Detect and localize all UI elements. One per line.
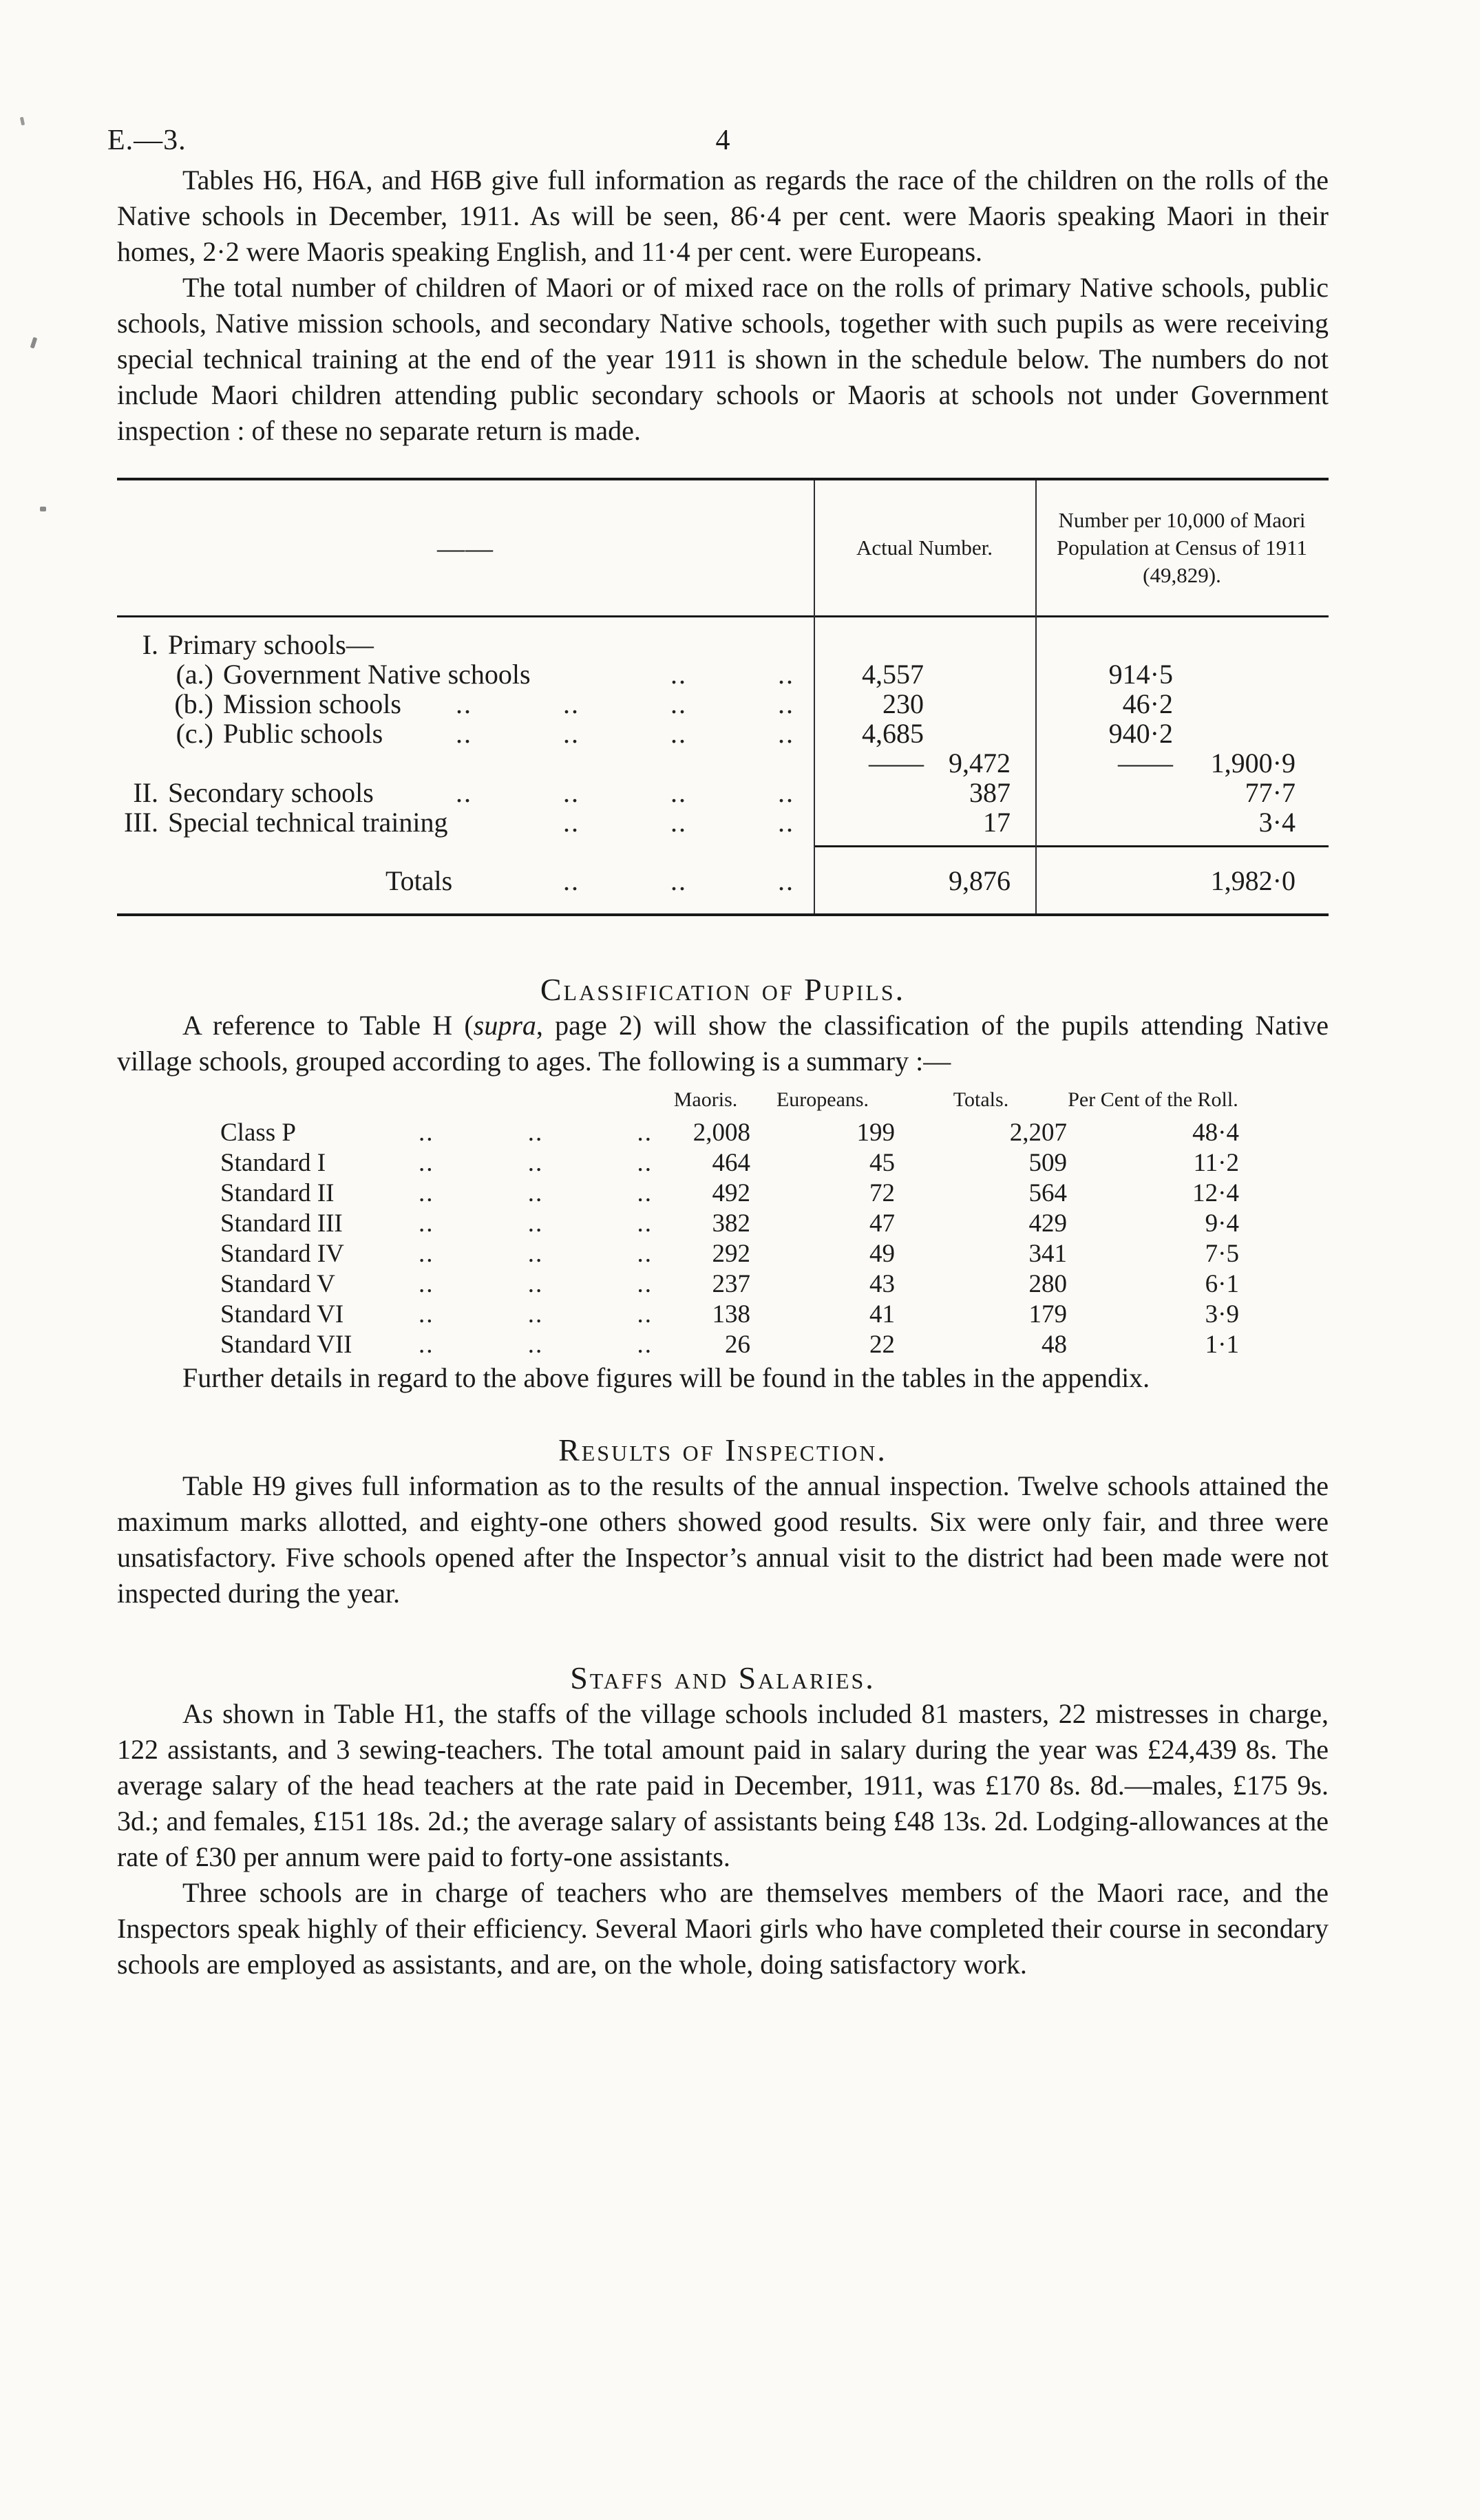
- europeans-value: 43: [869, 1270, 895, 1298]
- class-label: Standard III: [220, 1209, 343, 1238]
- classification-intro-post: , page 2) will show the classification of the pupils attending Native village schools, grouped according to ages. The following is a summary :—: [117, 1010, 1329, 1077]
- row-label: Government Native schools: [223, 659, 531, 690]
- totals-value: 509: [1028, 1149, 1067, 1177]
- maoris-value: 2,008: [693, 1119, 750, 1147]
- per-cent-header: Per Cent of the Roll.: [1068, 1088, 1238, 1111]
- schedule-row-stub: [117, 806, 814, 838]
- actual-number-item: 4,557: [862, 659, 924, 690]
- totals-label: Totals: [385, 865, 453, 896]
- row-numeral: (a.): [176, 659, 213, 690]
- maoris-value: 382: [712, 1209, 750, 1238]
- staffs-paragraph-2: Three schools are in charge of teachers who are themselves members of the Maori race, and the Inspectors speak highly of their efficiency. Several Maori girls who have completed their course in secondary schools are employed as assistants, and are, on the whole, doing satisfactory work.: [117, 1877, 1329, 1980]
- totals-per-10000-number: 1,982·0: [1210, 865, 1296, 896]
- classification-table-row: [220, 1300, 1329, 1330]
- europeans-value: 49: [869, 1240, 895, 1268]
- per-10000-total: 77·7: [1245, 777, 1296, 808]
- actual-number-cell: [814, 717, 1035, 750]
- class-label: Standard VI: [220, 1300, 344, 1328]
- europeans-value: 41: [869, 1300, 895, 1328]
- per-10000-cell: [1035, 747, 1329, 779]
- totals-value: 564: [1028, 1179, 1067, 1207]
- running-head: [107, 124, 1329, 162]
- classification-table-row: [220, 1239, 1329, 1269]
- per-10000-cell: [1035, 717, 1329, 750]
- maoris-value: 492: [712, 1179, 750, 1207]
- class-label: Class P: [220, 1119, 297, 1147]
- leader-dots: .. .. ..: [563, 807, 794, 838]
- section-heading-classification: Classification of Pupils.: [540, 972, 906, 1007]
- per-10000-total: 3·4: [1258, 807, 1296, 838]
- actual-number-total: 17: [983, 807, 1011, 838]
- totals-header: Totals.: [953, 1088, 1009, 1111]
- leader-dots: .. .. ..: [419, 1179, 653, 1207]
- row-numeral: (b.): [174, 688, 213, 719]
- section-heading-inspection: Results of Inspection.: [558, 1432, 887, 1468]
- actual-number-header: Actual Number.: [856, 536, 993, 560]
- totals-actual-number: 9,876: [949, 865, 1011, 896]
- leader-dots: .. .. ..: [419, 1300, 653, 1328]
- row-numeral: III.: [124, 807, 158, 838]
- actual-number-cell: [814, 806, 1035, 838]
- maoris-header: Maoris.: [673, 1088, 738, 1111]
- actual-number-total: 9,472: [949, 748, 1011, 779]
- classification-table-header: [220, 1088, 1329, 1112]
- schedule-table-row: [117, 806, 1329, 836]
- europeans-value: 45: [869, 1149, 895, 1177]
- per-10000-cell: [1035, 806, 1329, 838]
- class-label: Standard I: [220, 1149, 326, 1177]
- maoris-value: 26: [725, 1331, 750, 1359]
- schedule-row-stub: [117, 776, 814, 809]
- actual-number-item: 230: [882, 688, 924, 719]
- per-10000-item: 914·5: [1108, 659, 1173, 690]
- per-cent-value: 11·2: [1193, 1149, 1239, 1177]
- actual-number-cell: [814, 688, 1035, 720]
- classification-note: Further details in regard to the above figures will be found in the tables in the appendix.: [182, 1362, 1150, 1393]
- per-10000-item: 46·2: [1122, 688, 1173, 719]
- classification-table-row: [220, 1148, 1329, 1178]
- totals-actual-cell: [814, 865, 1035, 897]
- leader-dots: .. .. ..: [419, 1240, 653, 1268]
- page-number: 4: [715, 125, 730, 156]
- europeans-header: Europeans.: [776, 1088, 869, 1111]
- europeans-value: 199: [856, 1119, 895, 1147]
- schedule-table-row: [117, 717, 1329, 747]
- leader-dots: .. .. ..: [563, 865, 794, 896]
- schedule-table-row: [117, 688, 1329, 717]
- per-10000-item: ——: [1118, 748, 1173, 779]
- classification-table: [220, 1088, 1329, 1360]
- totals-value: 179: [1028, 1300, 1067, 1328]
- totals-value: 48: [1042, 1331, 1067, 1359]
- classification-table-row: [220, 1118, 1329, 1148]
- row-label: Secondary schools: [168, 777, 374, 808]
- row-numeral: (c.): [176, 718, 213, 749]
- classification-table-row: [220, 1330, 1329, 1360]
- row-label: Public schools: [223, 718, 383, 749]
- totals-value: 280: [1028, 1270, 1067, 1298]
- maoris-value: 464: [712, 1149, 750, 1177]
- schedule-table-body: [117, 617, 1329, 845]
- schedule-row-stub: [117, 717, 814, 750]
- schedule-table-header: [117, 480, 1329, 617]
- per-10000-header: Number per 10,000 of Maori Population at Census of 1911 (49,829).: [1057, 508, 1307, 587]
- totals-value: 2,207: [1009, 1119, 1067, 1147]
- schedule-table-row: [117, 747, 1329, 779]
- leader-dots: .. ..: [670, 659, 794, 690]
- maoris-value: 292: [712, 1240, 750, 1268]
- class-label: Standard IV: [220, 1240, 344, 1268]
- totals-value: 429: [1028, 1209, 1067, 1238]
- row-label: Special technical training: [168, 807, 448, 838]
- classification-intro: [117, 1008, 1329, 1079]
- classification-intro-italic: supra: [473, 1010, 536, 1041]
- actual-number-total: 387: [969, 777, 1011, 808]
- europeans-value: 47: [869, 1209, 895, 1238]
- row-numeral: I.: [142, 629, 158, 660]
- schedule-table-row: [117, 658, 1329, 688]
- stub-header: ——: [437, 532, 494, 564]
- table-rule-vertical: [1035, 480, 1037, 913]
- per-10000-item: 940·2: [1108, 718, 1173, 749]
- maoris-value: 237: [712, 1270, 750, 1298]
- leader-dots: .. .. ..: [419, 1270, 653, 1298]
- leader-dots: .. .. .. ..: [456, 718, 794, 749]
- actual-number-item: ——: [869, 748, 924, 779]
- section-heading-staffs: Staffs and Salaries.: [570, 1660, 876, 1695]
- totals-per-10000-cell: [1035, 865, 1329, 897]
- intro-paragraph-1: Tables H6, H6A, and H6B give full information as regards the race of the children on the rolls of the Native schools in December, 1911. As will be seen, 86·4 per cent. were Maoris speaking Maori in their homes, 2·2 were Maoris speaking English, and 11·4 per cent. were Europeans.: [117, 165, 1329, 267]
- document-reference: E.—3.: [107, 125, 187, 156]
- classification-table-row: [220, 1269, 1329, 1300]
- staffs-paragraph-1: As shown in Table H1, the staffs of the village schools included 81 masters, 22 mistresses in charge, 122 assistants, and 3 sewing-teachers. The total amount paid in salary during the year was £24,439 8s. The average salary of the head teachers at the rate paid in December, 1911, was £170 8s. 8d.—males, £175 9s. 3d.; and females, £151 18s. 2d.; the average salary of assistants being £48 13s. 2d. Lodging-allowances at the rate of £30 per annum were paid to forty-one assistants.: [117, 1698, 1329, 1872]
- schedule-row-stub: [117, 628, 814, 661]
- leader-dots: .. .. ..: [419, 1209, 653, 1238]
- leader-dots: .. .. .. ..: [456, 688, 794, 719]
- schedule-row-stub: [117, 658, 814, 690]
- leader-dots: .. .. ..: [419, 1149, 653, 1177]
- classification-table-row: [220, 1178, 1329, 1209]
- class-label: Standard V: [220, 1270, 335, 1298]
- maoris-value: 138: [712, 1300, 750, 1328]
- leader-dots: .. .. ..: [419, 1331, 653, 1359]
- class-label: Standard II: [220, 1179, 335, 1207]
- row-numeral: II.: [133, 777, 158, 808]
- totals-value: 341: [1028, 1240, 1067, 1268]
- row-label: Mission schools: [223, 688, 401, 719]
- per-cent-value: 1·1: [1205, 1331, 1239, 1359]
- schedule-table-row: [117, 628, 1329, 658]
- per-cent-value: 3·9: [1205, 1300, 1239, 1328]
- europeans-value: 22: [869, 1331, 895, 1359]
- schedule-table-row: [117, 776, 1329, 806]
- per-cent-value: 48·4: [1192, 1119, 1239, 1147]
- schedule-row-stub: [117, 688, 814, 720]
- per-cent-value: 12·4: [1192, 1179, 1239, 1207]
- leader-dots: .. .. ..: [419, 1119, 653, 1147]
- inspection-paragraph: Table H9 gives full information as to the results of the annual inspection. Twelve schools attained the maximum marks allotted, and eighty-one others showed good results. Six were only fair, and three were unsatisfactory. Five schools opened after the Inspector’s annual visit to the district had been made were not inspected during the year.: [117, 1470, 1329, 1609]
- classification-table-body: [220, 1118, 1329, 1360]
- europeans-value: 72: [869, 1179, 895, 1207]
- class-label: Standard VII: [220, 1331, 352, 1359]
- actual-number-item: 4,685: [862, 718, 924, 749]
- classification-table-row: [220, 1209, 1329, 1239]
- per-10000-cell: [1035, 776, 1329, 809]
- per-10000-cell: [1035, 658, 1329, 690]
- actual-number-cell: [814, 776, 1035, 809]
- leader-dots: .. .. .. ..: [456, 777, 794, 808]
- schedule-table: [117, 478, 1329, 916]
- per-cent-value: 9·4: [1205, 1209, 1239, 1238]
- actual-number-cell: [814, 747, 1035, 779]
- classification-intro-pre: A reference to Table H (: [182, 1010, 474, 1041]
- actual-number-cell: [814, 658, 1035, 690]
- intro-paragraph-2: The total number of children of Maori or of mixed race on the rolls of primary Native schools, public schools, Native mission schools, and secondary Native schools, together with such pupils as were receiving special technical training at the end of the year 1911 is shown in the schedule below. The numbers do not include Maori children attending public secondary schools or Maoris at schools not under Government inspection : of these no separate return is made.: [117, 272, 1329, 446]
- per-10000-cell: [1035, 688, 1329, 720]
- per-cent-value: 7·5: [1205, 1240, 1239, 1268]
- totals-stub: [117, 865, 814, 897]
- table-rule-vertical: [814, 480, 815, 913]
- schedule-totals-row: [117, 847, 1329, 913]
- row-label: Primary schools—: [168, 629, 374, 660]
- per-10000-total: 1,900·9: [1210, 748, 1296, 779]
- per-cent-value: 6·1: [1205, 1270, 1239, 1298]
